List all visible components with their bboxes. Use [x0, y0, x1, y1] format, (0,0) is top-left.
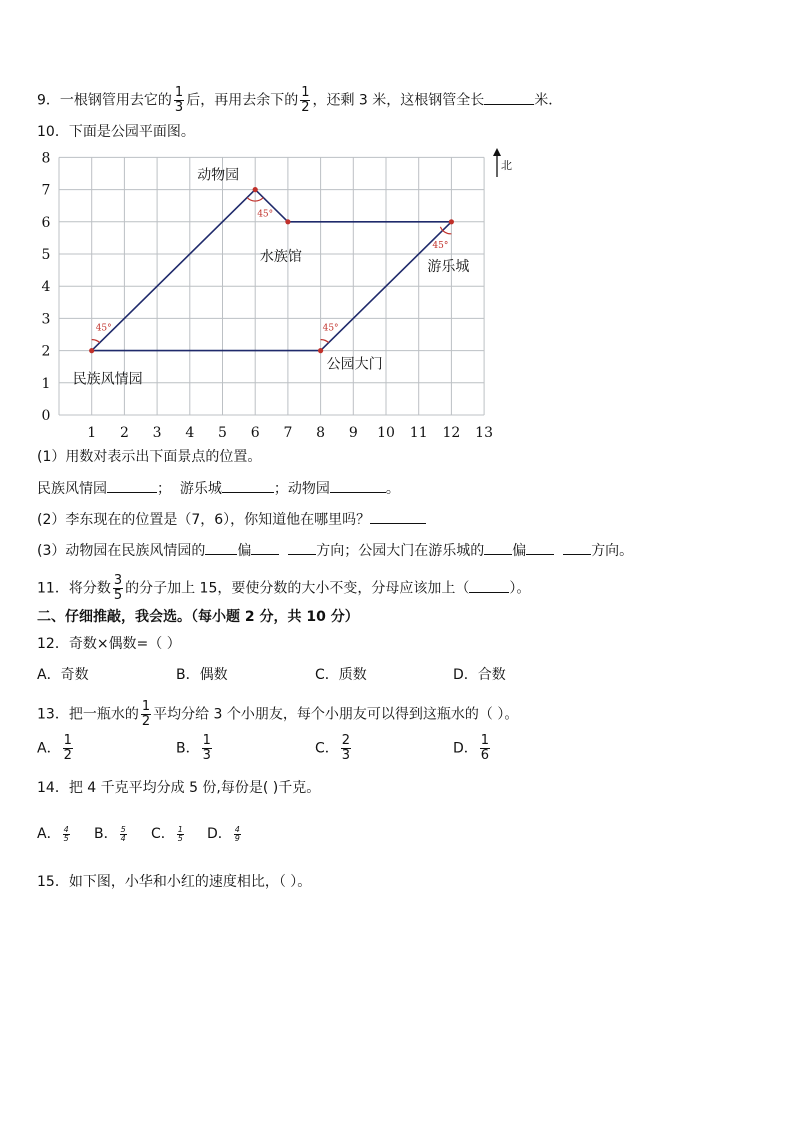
question-11 [37, 574, 530, 603]
fraction-one-half: $\frac{1}{2}$ [301, 85, 310, 115]
angle-arc [92, 340, 100, 343]
x-tick-label: 5 [218, 425, 227, 440]
q11-text-3: ）。 [509, 580, 531, 597]
q10-sub1: (1）用数对表示出下面景点的位置。 [37, 449, 262, 465]
q9-text-2: 后，再用去余下的 [186, 92, 299, 109]
y-tick-label: 0 [41, 408, 51, 424]
question-12: 12．奇数×偶数=（ ） [37, 636, 181, 652]
q9-number: 9． [37, 92, 60, 109]
question-14: 14．把 4 千克平均分成 5 份,每份是( )千克。 [37, 780, 321, 796]
direction-blank-5[interactable] [526, 540, 554, 555]
place-point [285, 219, 290, 224]
q13-option-d[interactable]: D． $\frac{1}{6}$ [453, 733, 490, 763]
place-label: 民族风情园 [72, 371, 143, 388]
place-point [89, 348, 94, 353]
x-tick-label: 8 [316, 425, 326, 440]
park-map-chart [30, 140, 530, 440]
q14-option-d[interactable]: D． $\frac{4}{9}$ [207, 824, 240, 843]
q10-sub3 [37, 540, 633, 561]
place-point [253, 187, 258, 192]
amusement-blank[interactable] [222, 478, 274, 493]
q10-sub3-text-a: (3）动物园在民族风情园的 [37, 543, 206, 559]
zoo-blank[interactable] [330, 478, 386, 493]
y-tick-label: 4 [41, 279, 51, 296]
q9-text-3: ，还剩 3 米，这根钢管全长 [312, 92, 485, 109]
axis-tick-labels [42, 150, 493, 440]
question-15: 15．如下图，小华和小红的速度相比，（ ）。 [37, 874, 312, 890]
q10-sub3-text-b: 偏 [237, 543, 252, 559]
q10-sub2-blank[interactable] [370, 509, 426, 524]
x-tick-label: 11 [409, 425, 428, 440]
place-label: 公园大门 [326, 356, 383, 373]
y-tick-label: 5 [41, 247, 51, 263]
y-tick-label: 6 [41, 214, 51, 231]
q10-sub2 [37, 509, 426, 530]
q13-option-b[interactable]: B． $\frac{1}{3}$ [176, 733, 211, 763]
x-tick-label: 3 [152, 425, 162, 440]
fraction-one-third: $\frac{1}{3}$ [174, 85, 184, 115]
direction-blank-2[interactable] [251, 540, 279, 555]
y-tick-label: 2 [41, 343, 51, 360]
direction-blank-4[interactable] [484, 540, 512, 555]
q9-text-4: 米． [534, 92, 563, 109]
x-tick-label: 12 [442, 425, 461, 440]
y-tick-label: 8 [41, 150, 51, 167]
x-tick-label: 6 [250, 425, 260, 440]
direction-blank-6[interactable] [563, 540, 591, 555]
q14-option-a[interactable]: A． $\frac{4}{5}$ [37, 824, 69, 843]
question-13 [37, 700, 518, 729]
q11-text-2: 的分子加上 15，要使分数的大小不变，分母应该加上（ [125, 580, 470, 597]
direction-blank-3[interactable] [288, 540, 316, 555]
x-tick-label: 13 [475, 425, 494, 440]
angle-arc [321, 340, 329, 343]
period: 。 [385, 481, 400, 497]
q13-option-a[interactable]: A． $\frac{1}{2}$ [37, 733, 72, 763]
angle-marks [92, 198, 452, 343]
x-tick-label: 10 [377, 425, 395, 440]
q11-text-1: 11．将分数 [37, 580, 111, 597]
q10-sub3-text-e: 方向。 [591, 543, 634, 559]
q12-option-a[interactable]: A．奇数 [37, 667, 89, 683]
x-tick-label: 2 [119, 425, 129, 440]
separator: ； [157, 481, 171, 497]
q10-sub3-text-c: 方向；公园大门在游乐城的 [316, 543, 485, 559]
question-9 [37, 86, 562, 115]
label-folk-garden: 民族风情园 [37, 481, 107, 497]
place-label: 动物园 [197, 167, 240, 184]
q9-text-1: 一根钢管用去它的 [59, 92, 172, 109]
folk-garden-blank[interactable] [107, 478, 157, 493]
label-amusement: 游乐城 [179, 481, 222, 497]
q13-option-c[interactable]: C． $\frac{2}{3}$ [315, 733, 351, 763]
place-point [318, 348, 323, 353]
section-2-heading: 二、仔细推敲，我会选。（每小题 2 分，共 10 分） [37, 609, 359, 625]
path-segment [92, 190, 256, 351]
q12-option-d[interactable]: D．合数 [453, 667, 506, 683]
q9-answer-blank[interactable] [484, 90, 534, 105]
x-tick-label: 9 [348, 425, 358, 440]
y-tick-label: 7 [41, 182, 51, 199]
q10-sub3-text-d: 偏 [512, 543, 527, 559]
angle-label: 45° [257, 209, 274, 220]
q13-text-2: 平均分给 3 个小朋友，每个小朋友可以得到这瓶水的（ ）。 [153, 706, 519, 723]
q14-option-b[interactable]: B． $\frac{5}{4}$ [94, 824, 126, 843]
q12-option-c[interactable]: C．质数 [315, 667, 367, 683]
y-tick-label: 1 [41, 375, 51, 392]
q11-answer-blank[interactable] [469, 578, 509, 593]
direction-blank-1[interactable] [205, 540, 237, 555]
north-label: 北 [501, 159, 512, 172]
place-label: 游乐城 [427, 258, 470, 275]
x-tick-label: 4 [185, 425, 195, 440]
q13-text-1: 13．把一瓶水的 [37, 706, 139, 723]
place-label: 水族馆 [259, 248, 302, 265]
q10-sub2-text: (2）李东现在的位置是（7，6），你知道他在哪里吗？ [37, 512, 371, 528]
place-point [449, 219, 454, 224]
north-arrow [493, 148, 512, 177]
fraction-one-half: $\frac{1}{2}$ [141, 699, 151, 729]
x-tick-label: 7 [283, 425, 293, 440]
q12-option-b[interactable]: B．偶数 [176, 667, 228, 683]
angle-label: 45° [95, 323, 112, 334]
q10-sub1-answers [37, 478, 400, 499]
y-tick-label: 3 [41, 311, 51, 328]
place-labels [73, 167, 470, 388]
q14-option-c[interactable]: C． $\frac{1}{5}$ [151, 824, 183, 843]
x-tick-label: 1 [87, 425, 97, 440]
fraction-three-fifths: $\frac{3}{5}$ [113, 573, 123, 603]
angle-label: 45° [322, 323, 339, 334]
angle-label: 45° [432, 240, 449, 251]
q10-title: 10．下面是公园平面图。 [37, 124, 195, 140]
label-zoo: ；动物园 [273, 481, 330, 497]
